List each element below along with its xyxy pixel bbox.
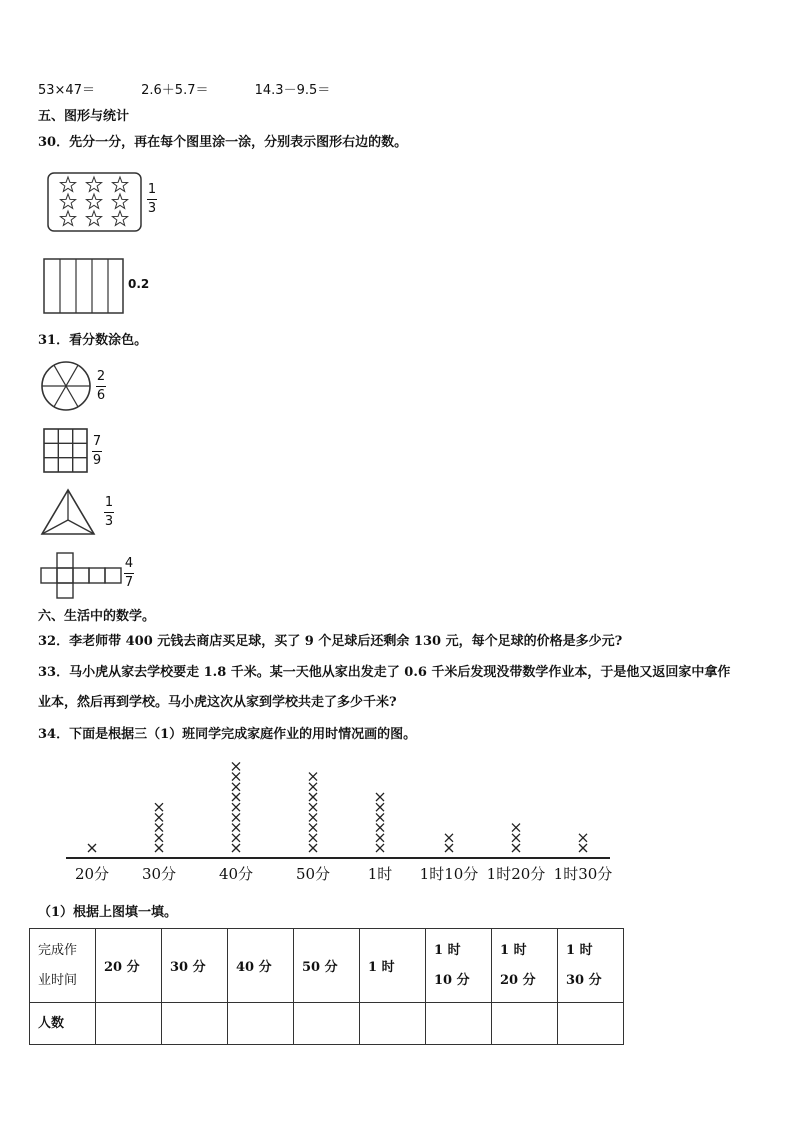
chart-data-mark [155,813,163,821]
answer-blank-cell[interactable] [162,1003,228,1045]
table-cell-time [492,929,558,1003]
question-33-line-2: 业本，然后再到学校。马小虎这次从家到学校共走了多少千米? [38,695,397,710]
chart-data-mark [445,834,453,842]
fraction-denominator: 3 [104,514,114,529]
time-label-line-2: 30 分 [566,972,602,988]
chart-data-mark [155,803,163,811]
star-box-figure [47,172,143,232]
chart-data-mark [309,793,317,801]
header-line-1: 完成作 [38,942,78,958]
fraction-bar [147,199,157,200]
fraction-denominator: 7 [124,575,134,590]
chart-data-mark [376,834,384,842]
header-line-2: 业时间 [38,972,78,988]
chart-data-mark [512,844,520,852]
calc-item-1: 53×47＝ [38,83,95,98]
chart-tick-label: 1时 [367,865,393,883]
chart-tick-label: 20分 [74,865,110,883]
grid-ninths-figure [43,428,89,474]
cube-net-figure [40,552,122,600]
chart-tick-label: 1时30分 [553,865,613,883]
chart-tick-label: 1时20分 [486,865,546,883]
chart-data-mark [309,783,317,791]
chart-data-mark [155,824,163,832]
question-31: 31．看分数涂色。 [38,333,148,348]
chart-data-mark [309,844,317,852]
time-label: 30 分 [170,960,206,975]
chart-data-mark [376,793,384,801]
answer-blank-cell[interactable] [492,1003,558,1045]
table-cell-time [360,929,426,1003]
question-30: 30．先分一分，再在每个图里涂一涂，分别表示图形右边的数。 [38,135,408,150]
answer-blank-cell[interactable] [558,1003,624,1045]
table-row-count [30,1003,624,1045]
star-outline-icon [112,211,127,225]
chart-data-mark [232,793,240,801]
star-outline-icon [112,194,127,208]
sub-question-1: （1）根据上图填一填。 [38,905,178,920]
section-5-title: 五、图形与统计 [38,109,130,124]
chart-data-mark [512,834,520,842]
star-outline-icon [60,194,75,208]
time-label: 1 时 [368,960,395,975]
answer-blank-cell[interactable] [294,1003,360,1045]
fraction-bar [92,451,102,452]
fraction-numerator: 4 [124,556,134,571]
time-label: 20 分 [104,960,140,975]
table-cell-time [294,929,360,1003]
answer-blank-cell[interactable] [426,1003,492,1045]
star-outline-icon [112,177,127,191]
fraction-denominator: 6 [96,388,106,403]
chart-data-mark [232,783,240,791]
star-outline-icon [60,211,75,225]
time-label-line-2: 10 分 [434,972,470,988]
answer-blank-cell[interactable] [360,1003,426,1045]
striped-rectangle-figure [43,258,125,314]
chart-data-mark [232,844,240,852]
chart-data-mark [579,834,587,842]
chart-data-mark [376,844,384,852]
star-outline-icon [86,211,101,225]
chart-data-mark [309,834,317,842]
calc-item-3: 14.3－9.5＝ [254,83,331,98]
chart-data-mark [309,824,317,832]
question-32: 32．李老师带 400 元钱去商店买足球，买了 9 个足球后还剩余 130 元，每个足球的价格是多少元? [38,634,623,649]
chart-tick-label: 50分 [295,865,331,883]
chart-tick-label: 40分 [218,865,254,883]
chart-data-mark [579,844,587,852]
fraction-numerator: 2 [96,369,106,384]
chart-data-mark [309,803,317,811]
chart-data-mark [232,773,240,781]
chart-data-mark [309,773,317,781]
chart-data-mark [232,824,240,832]
chart-data-mark [376,803,384,811]
chart-data-mark [309,813,317,821]
chart-data-mark [445,844,453,852]
fill-in-table [29,928,624,1045]
question-33-line-1: 33．马小虎从家去学校要走 1.8 千米。某一天他从家出发走了 0.6 千米后发现没带数学作业本，于是他又返回家中拿作 [38,665,731,680]
time-label: 40 分 [236,960,272,975]
fraction-numerator: 7 [92,434,102,449]
chart-data-mark [512,824,520,832]
chart-data-mark [88,844,96,852]
fraction-denominator: 3 [147,201,157,216]
fraction-denominator: 9 [92,453,102,468]
fraction-grid [92,434,102,469]
chart-data-mark [376,813,384,821]
chart-data-mark [232,834,240,842]
table-header-cell [30,929,96,1003]
decimal-value: 0.2 [128,277,150,291]
table-cell-time [558,929,624,1003]
table-cell-time [228,929,294,1003]
star-outline-icon [60,177,75,191]
fraction-circle [96,369,106,404]
table-cell-time [426,929,492,1003]
fraction-net [124,556,134,591]
row-label-count: 人数 [30,1003,96,1045]
fraction-numerator: 1 [104,495,114,510]
fraction-bar [104,512,114,513]
fraction-bar [124,573,134,574]
section-6-title: 六、生活中的数学。 [38,609,156,624]
question-34: 34．下面是根据三（1）班同学完成家庭作业的用时情况画的图。 [38,727,417,742]
chart-tick-label: 30分 [141,865,177,883]
fraction-numerator: 1 [147,182,157,197]
table-cell-time [96,929,162,1003]
fraction-q30 [147,182,157,217]
star-outline-icon [86,194,101,208]
time-label-line-1: 1 时 [566,942,593,958]
homework-time-line-plot [62,756,622,866]
fraction-triangle [104,495,114,530]
table-cell-time [162,929,228,1003]
chart-tick-label: 1时10分 [419,865,479,883]
calc-row [38,82,372,100]
chart-data-mark [155,844,163,852]
calc-item-2: 2.6＋5.7＝ [141,83,209,98]
circle-sixths-figure [40,360,92,412]
time-label-line-1: 1 时 [500,942,527,958]
triangle-thirds-figure [40,488,96,538]
answer-blank-cell[interactable] [96,1003,162,1045]
chart-data-mark [232,803,240,811]
time-label-line-1: 1 时 [434,942,461,958]
chart-data-mark [232,813,240,821]
time-label-line-2: 20 分 [500,972,536,988]
answer-blank-cell[interactable] [228,1003,294,1045]
time-label: 50 分 [302,960,338,975]
chart-data-mark [232,762,240,770]
star-outline-icon [86,177,101,191]
table-row-times [30,929,624,1003]
chart-data-mark [376,824,384,832]
fraction-bar [96,386,106,387]
chart-data-mark [155,834,163,842]
